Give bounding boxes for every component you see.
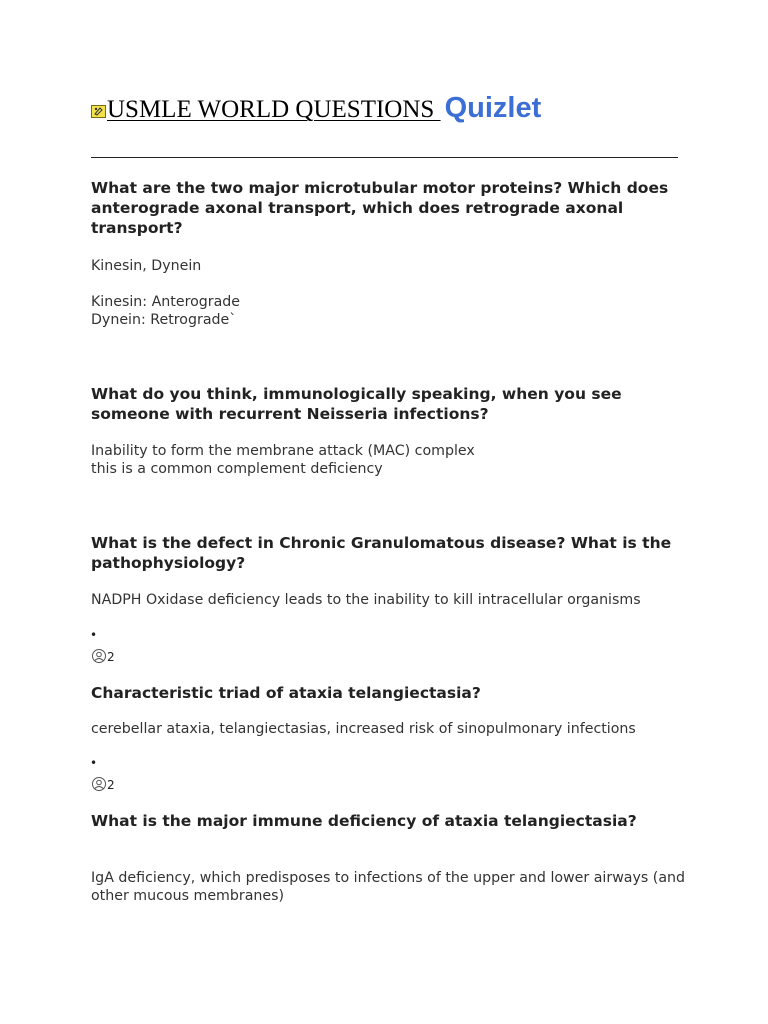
card-answer: Inability to form the membrane attack (MAC) complex this is a common complement deficiency	[91, 443, 475, 477]
card-answer: Kinesin, Dynein Kinesin: Anterograde Dynein: Retrograde`	[91, 258, 241, 328]
card-question: What is the defect in Chronic Granulomatous disease? What is the pathophysiology?	[91, 534, 672, 572]
user-avatar-icon	[91, 648, 107, 664]
title-text[interactable]: USMLE WORLD QUESTIONS	[107, 96, 441, 123]
card-answer: IgA deficiency, which predisposes to infections of the upper and lower airways (and other mucous membranes)	[91, 870, 686, 904]
card-question: What are the two major microtubular motor proteins? Which does anterograde axonal transport, which does retrograde axonal transport?	[91, 179, 669, 237]
vote-counter[interactable]	[91, 776, 115, 792]
vote-count: 2	[107, 778, 115, 792]
card-answer: NADPH Oxidase deficiency leads to the inability to kill intracellular organisms	[91, 592, 641, 608]
title-divider	[91, 157, 678, 158]
user-avatar-icon	[91, 776, 107, 792]
card-question: What is the major immune deficiency of ataxia telangiectasia?	[91, 812, 637, 830]
card-question: Characteristic triad of ataxia telangiectasia?	[91, 684, 481, 702]
card-answer: cerebellar ataxia, telangiectasias, increased risk of sinopulmonary infections	[91, 721, 636, 737]
card-question: What do you think, immunologically speaking, when you see someone with recurrent Neisseria infections?	[91, 385, 622, 423]
vote-count: 2	[107, 650, 115, 664]
vote-counter[interactable]	[91, 648, 115, 664]
list-bullet: •	[90, 756, 98, 770]
broken-image-icon	[91, 103, 106, 116]
page-title	[91, 92, 711, 132]
list-bullet: •	[90, 628, 98, 642]
quizlet-brand[interactable]: Quizlet	[444, 92, 542, 124]
